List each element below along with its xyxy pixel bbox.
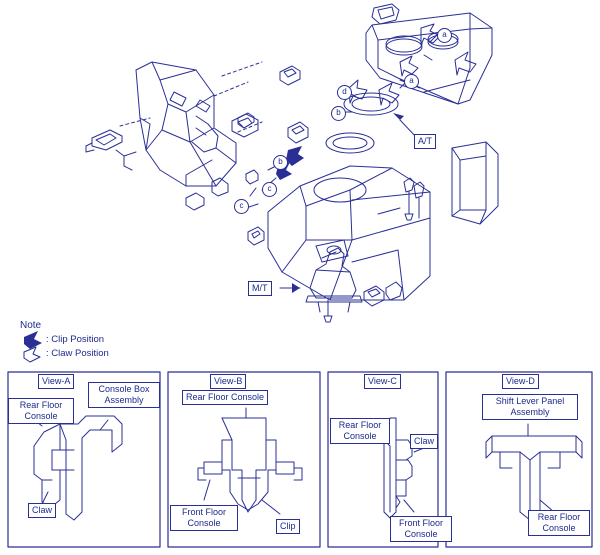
view-a-title: View-A bbox=[38, 374, 74, 389]
balloon-a-mid: a bbox=[404, 74, 419, 89]
view-c-front-floor-console-label: Front Floor Console bbox=[390, 516, 452, 542]
note-legend-icons bbox=[24, 331, 42, 362]
balloon-b-lower: b bbox=[273, 155, 288, 170]
view-b-section bbox=[198, 418, 302, 512]
view-b-title: View-B bbox=[210, 374, 246, 389]
view-c-title: View-C bbox=[364, 374, 401, 389]
balloon-c-lower: c bbox=[234, 199, 249, 214]
balloon-c-upper: c bbox=[262, 182, 277, 197]
view-b-clip-label: Clip bbox=[276, 519, 300, 534]
view-c-claw-label: Claw bbox=[410, 434, 438, 449]
callout-mt: M/T bbox=[248, 281, 272, 296]
balloon-leaders bbox=[246, 34, 438, 208]
view-a-leaders bbox=[32, 418, 108, 504]
callout-at: A/T bbox=[414, 134, 436, 149]
cup-holder-tray bbox=[366, 4, 492, 104]
balloon-a-top: a bbox=[437, 28, 452, 43]
mt-shift-lever-boot bbox=[306, 246, 402, 312]
assembly-guide-lines bbox=[120, 62, 262, 132]
view-a-rear-floor-console-label: Rear Floor Console bbox=[8, 398, 74, 424]
note-clip-position: : Clip Position bbox=[46, 334, 105, 345]
view-b-rear-floor-console-label: Rear Floor Console bbox=[182, 390, 268, 405]
balloon-d-right: d bbox=[337, 85, 352, 100]
view-b-front-floor-console-label: Front Floor Console bbox=[170, 505, 238, 531]
view-a-console-box-assembly-label: Console Box Assembly bbox=[88, 382, 160, 408]
view-d-shift-lever-panel-assembly-label: Shift Lever Panel Assembly bbox=[482, 394, 578, 420]
note-heading: Note bbox=[20, 320, 42, 331]
side-panel bbox=[452, 142, 498, 224]
balloon-b-upper: b bbox=[331, 106, 346, 121]
view-a-claw-label: Claw bbox=[28, 503, 56, 518]
view-d-rear-floor-console-label: Rear Floor Console bbox=[528, 510, 590, 536]
view-d-title: View-D bbox=[502, 374, 539, 389]
front-floor-console bbox=[136, 62, 236, 186]
view-c-rear-floor-console-label: Rear Floor Console bbox=[330, 418, 390, 444]
rear-floor-console bbox=[268, 166, 430, 300]
note-claw-position: : Claw Position bbox=[46, 348, 109, 359]
shift-boot-rings bbox=[326, 93, 398, 153]
view-d-section bbox=[486, 436, 582, 520]
